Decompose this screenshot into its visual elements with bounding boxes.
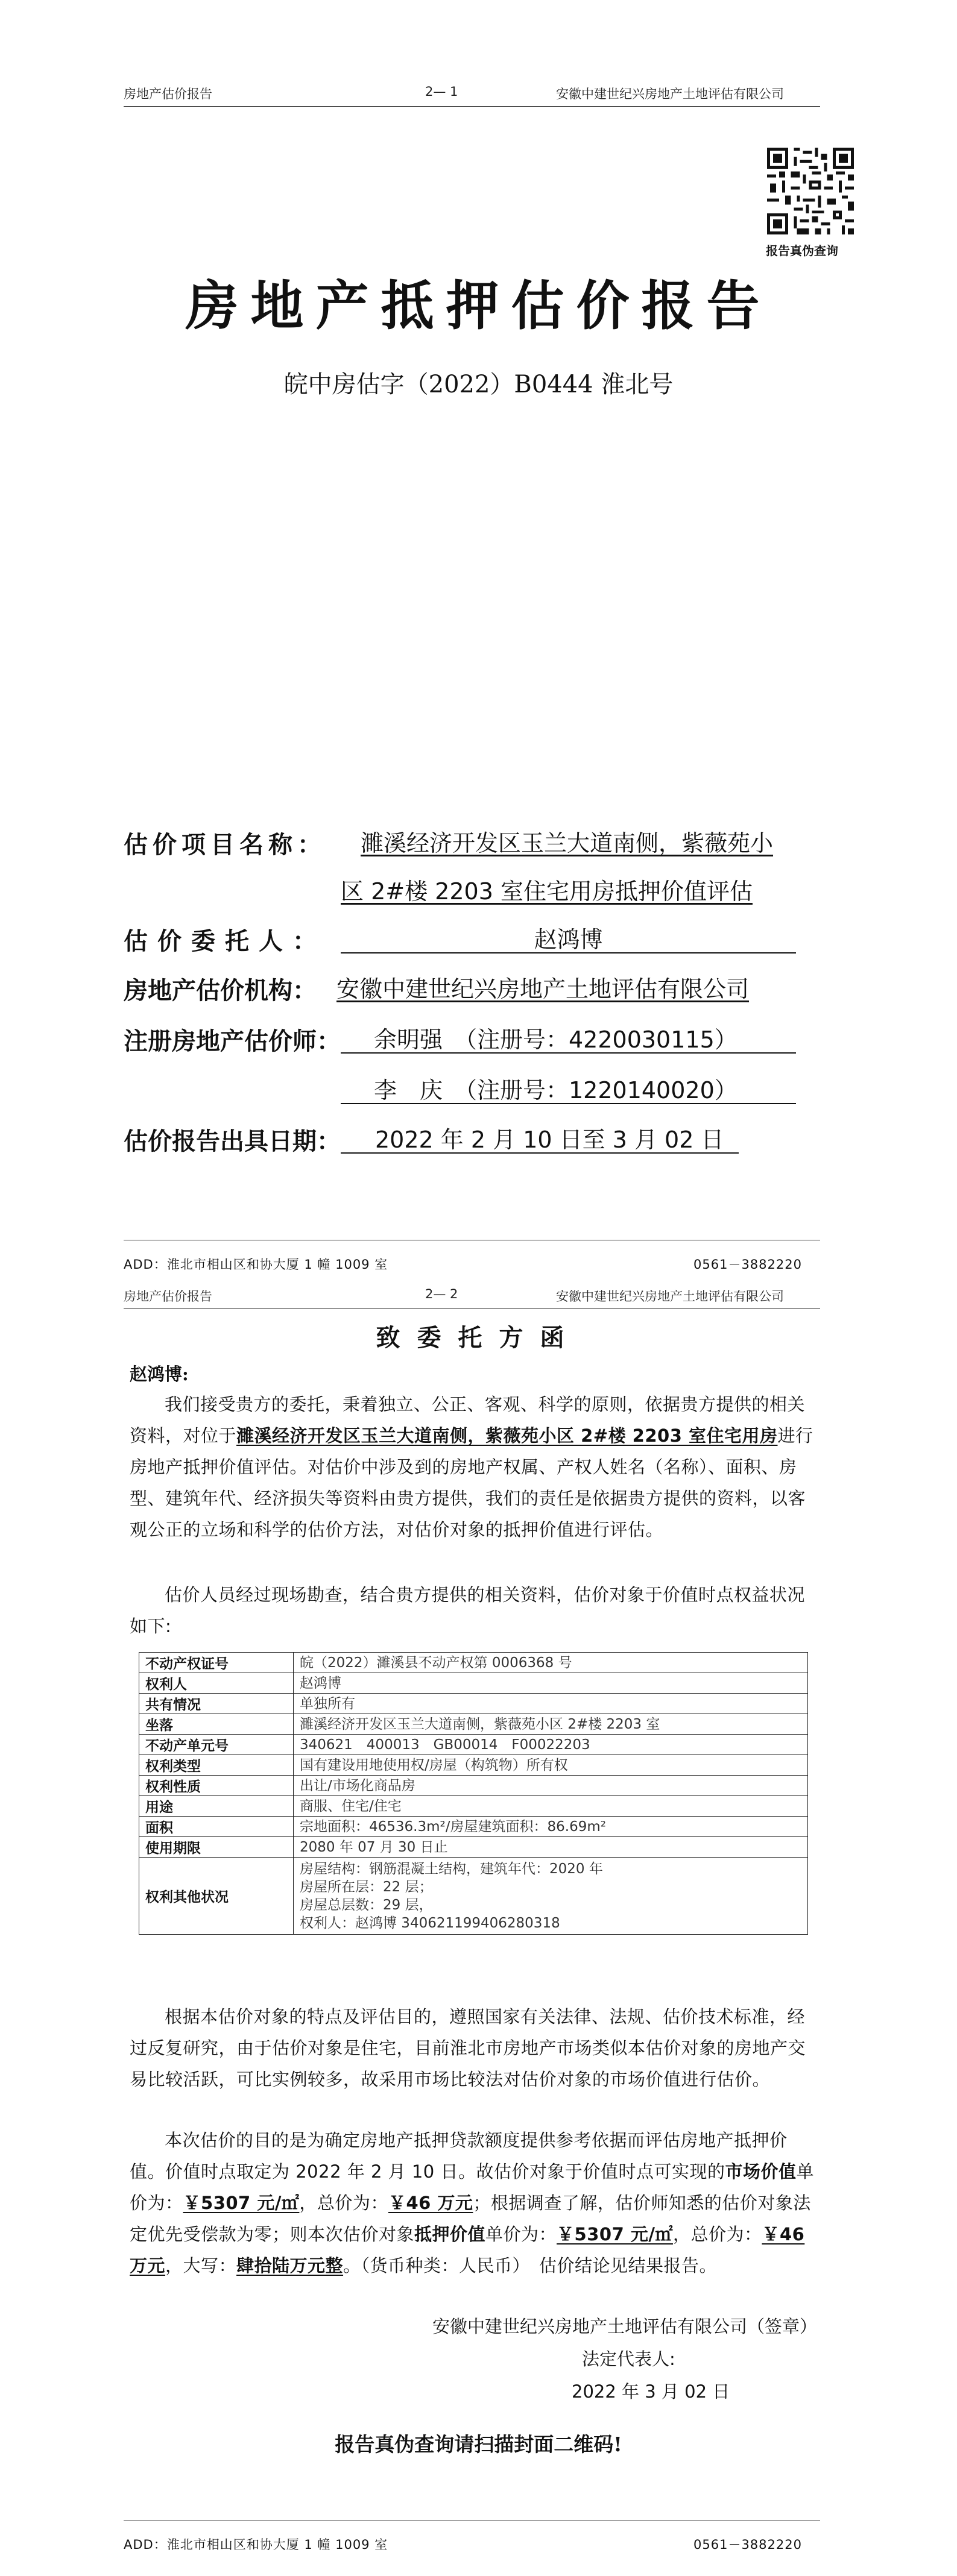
table-value-line: 宗地面积：46536.3m²/房屋建筑面积：86.69m² [300, 1818, 606, 1835]
value-text-c: 单价为： [130, 2161, 814, 2213]
client-underline [341, 952, 796, 953]
appraiser-2: 李 庆 （注册号：1220140020） [374, 1077, 737, 1104]
signature-company: 安徽中建世纪兴房地产土地评估有限公司（签章） [432, 2316, 817, 2337]
appraiser-1: 余明强 （注册号：4220030115） [374, 1026, 737, 1053]
letter-title: 致委托方函 [376, 1324, 581, 1352]
method-text: 根据本估价对象的特点及评估目的，遵照国家有关法律、法规、估价技术标准，经过反复研究，由于估价对象是住宅，目前淮北市房地产市场类似本估价对象的房地产交易比较活跃，可比实例较多，故采用市场比较法对估价对象的市场价值进行估价。 [130, 2006, 806, 2090]
value-text-g: ；根据调查了解，估价师知悉的估价对象法定优先受偿款为零；则本次估价对象 [130, 2193, 811, 2245]
table-row [139, 1755, 808, 1776]
amount-in-words: 肆拾陆万元整 [236, 2255, 344, 2276]
value-text-e: ，总价为： [299, 2193, 388, 2213]
table-key-cell: 权利类型 [139, 1755, 294, 1776]
appraiser-2-underline [341, 1103, 796, 1104]
project-label: 估价项目名称： [124, 831, 326, 859]
intro-paragraph [130, 1389, 817, 1545]
table-row [139, 1837, 808, 1858]
table-value-line: 房屋总层数：29 层， [300, 1897, 433, 1913]
table-key-cell: 用途 [139, 1796, 294, 1817]
intro-text-c: 进行房地产抵押价值评估。对估价中涉及到的房地产权属、产权人姓名（名称）、面积、房型、建筑年代、经济损失等资料由贵方提供，我们的责任是依据贵方提供的资料，以客观公正的立场和科学的估价方法，对估价对象的抵押价值进行评估。 [130, 1425, 813, 1540]
table-row [139, 1694, 808, 1714]
table-value-line: 出让/市场化商品房 [300, 1777, 415, 1794]
table-row [139, 1673, 808, 1694]
table-value-cell [294, 1673, 808, 1694]
property-address: 濉溪经济开发区玉兰大道南侧，紫薇苑小区 2#楼 2203 室住宅用房 [236, 1425, 778, 1446]
value-text-o: 。（货币种类：人民币） 估价结论见结果报告。 [343, 2255, 718, 2276]
table-value-line: 单独所有 [300, 1695, 355, 1712]
project-value-line1: 濉溪经济开发区玉兰大道南侧，紫薇苑小 [361, 830, 774, 856]
table-value-cell [294, 1694, 808, 1714]
table-value-line: 2080 年 07 月 30 日止 [300, 1839, 448, 1855]
page2-footer-address: ADD：淮北市相山区和协大厦 1 幢 1009 室 [124, 2537, 388, 2552]
table-key-cell: 面积 [139, 1817, 294, 1837]
signature-date: 2022 年 3 月 02 日 [572, 2381, 730, 2402]
project-value-line2: 区 2#楼 2203 室住宅用房抵押价值评估 [341, 878, 753, 905]
table-row [139, 1796, 808, 1817]
table-value-cell [294, 1858, 808, 1935]
page2-header-page-number: 2— 2 [425, 1287, 458, 1301]
date-label: 估价报告出具日期： [124, 1128, 341, 1155]
qr-code-icon[interactable] [767, 148, 854, 234]
signature-rep: 法定代表人: [582, 2349, 675, 2369]
page2-header-right: 安徽中建世纪兴房地产土地评估有限公司 [556, 1289, 784, 1304]
rights-table [139, 1652, 808, 1935]
market-value-label: 市场价值 [725, 2161, 797, 2182]
page1-header-page-number: 2— 1 [425, 84, 458, 99]
table-value-line: 国有建设用地使用权/房屋（构筑物）所有权 [300, 1757, 568, 1773]
appraiser-label: 注册房地产估价师： [124, 1028, 341, 1055]
table-row [139, 1858, 808, 1935]
table-value-cell [294, 1755, 808, 1776]
value-text-a: 本次估价的目的是为确定房地产抵押贷款额度提供参考依据而评估房地产抵押价值。价值时点取定为 2022 年 2 月 10 日。故估价对象于价值时点可实现的 [130, 2130, 788, 2182]
table-key-cell: 不动产单元号 [139, 1735, 294, 1755]
page1-header-rule [124, 106, 820, 107]
table-value-cell [294, 1714, 808, 1735]
survey-text: 估价人员经过现场勘查，结合贵方提供的相关资料，估价对象于价值时点权益状况如下: [130, 1585, 806, 1636]
value-text-k: ，总价为： [672, 2224, 762, 2245]
table-value-cell [294, 1837, 808, 1858]
survey-paragraph [130, 1579, 817, 1642]
table-value-cell [294, 1653, 808, 1673]
table-value-line: 权利人：赵鸿博 340621199406280318 [300, 1915, 560, 1931]
table-key-cell: 权利性质 [139, 1776, 294, 1796]
table-value-line: 濉溪经济开发区玉兰大道南侧，紫薇苑小区 2#楼 2203 室 [300, 1716, 660, 1732]
table-value-line: 皖（2022）濉溪县不动产权第 0006368 号 [300, 1654, 572, 1671]
table-value-cell [294, 1776, 808, 1796]
page2-header-left: 房地产估价报告 [124, 1289, 212, 1304]
table-row [139, 1714, 808, 1735]
table-row [139, 1735, 808, 1755]
market-unit-price: ￥5307 元/㎡ [183, 2193, 300, 2213]
table-key-cell: 共有情况 [139, 1694, 294, 1714]
intro-text-a: 我们接受贵方的委托，秉着独立、公正、客观、科学的原则，依据贵方提供的相关资料，对位于 [130, 1394, 806, 1446]
table-value-line: 赵鸿博 [300, 1675, 341, 1691]
table-value-line: 商服、住宅/住宅 [300, 1798, 402, 1814]
mortgage-unit-price: ￥5307 元/㎡ [557, 2224, 673, 2245]
table-value-line: 房屋所在层：22 层； [300, 1879, 433, 1895]
table-value-cell [294, 1817, 808, 1837]
client-value: 赵鸿博 [534, 926, 603, 953]
table-row [139, 1817, 808, 1837]
org-label: 房地产估价机构： [124, 977, 317, 1005]
page2-footer-phone: 0561－3882220 [693, 2537, 802, 2552]
table-value-line: 340621 400013 GB00014 F00022203 [300, 1736, 590, 1753]
value-text-i: 单价为： [485, 2224, 557, 2245]
table-value-cell [294, 1796, 808, 1817]
table-row [139, 1776, 808, 1796]
report-number: 皖中房估字（2022）B0444 淮北号 [283, 371, 674, 398]
table-key-cell: 坐落 [139, 1714, 294, 1735]
report-title: 房地产抵押估价报告 [185, 274, 772, 337]
value-text-m: ，大写： [165, 2255, 237, 2276]
appraiser-1-underline [341, 1052, 796, 1054]
table-key-cell: 使用期限 [139, 1837, 294, 1858]
table-value-line: 房屋结构：钢筋混凝土结构，建筑年代：2020 年 [300, 1861, 603, 1877]
mortgage-total-price: ￥46 万元 [130, 2224, 805, 2276]
client-label: 估价委托人： [124, 928, 326, 955]
salutation: 赵鸿博: [130, 1364, 189, 1384]
page1-header-left: 房地产估价报告 [124, 87, 212, 101]
mortgage-value-label: 抵押价值 [414, 2224, 486, 2245]
date-underline [341, 1152, 739, 1154]
market-total-price: ￥46 万元 [388, 2193, 473, 2213]
date-value: 2022 年 2 月 10 日至 3 月 02 日 [375, 1126, 724, 1153]
qr-caption: 报告真伪查询 [766, 243, 838, 258]
method-paragraph [130, 2001, 817, 2095]
verify-note: 报告真伪查询请扫描封面二维码! [335, 2433, 622, 2456]
page1-footer-address: ADD：淮北市相山区和协大厦 1 幢 1009 室 [124, 1257, 388, 1272]
page1-footer-phone: 0561－3882220 [693, 1257, 802, 1272]
value-paragraph [130, 2125, 817, 2281]
table-row [139, 1653, 808, 1673]
page1-header-right: 安徽中建世纪兴房地产土地评估有限公司 [556, 87, 784, 101]
table-key-cell: 权利人 [139, 1673, 294, 1694]
table-key-cell: 不动产权证号 [139, 1653, 294, 1673]
org-value: 安徽中建世纪兴房地产土地评估有限公司 [336, 976, 750, 1002]
table-key-cell: 权利其他状况 [139, 1858, 294, 1935]
table-value-cell [294, 1735, 808, 1755]
